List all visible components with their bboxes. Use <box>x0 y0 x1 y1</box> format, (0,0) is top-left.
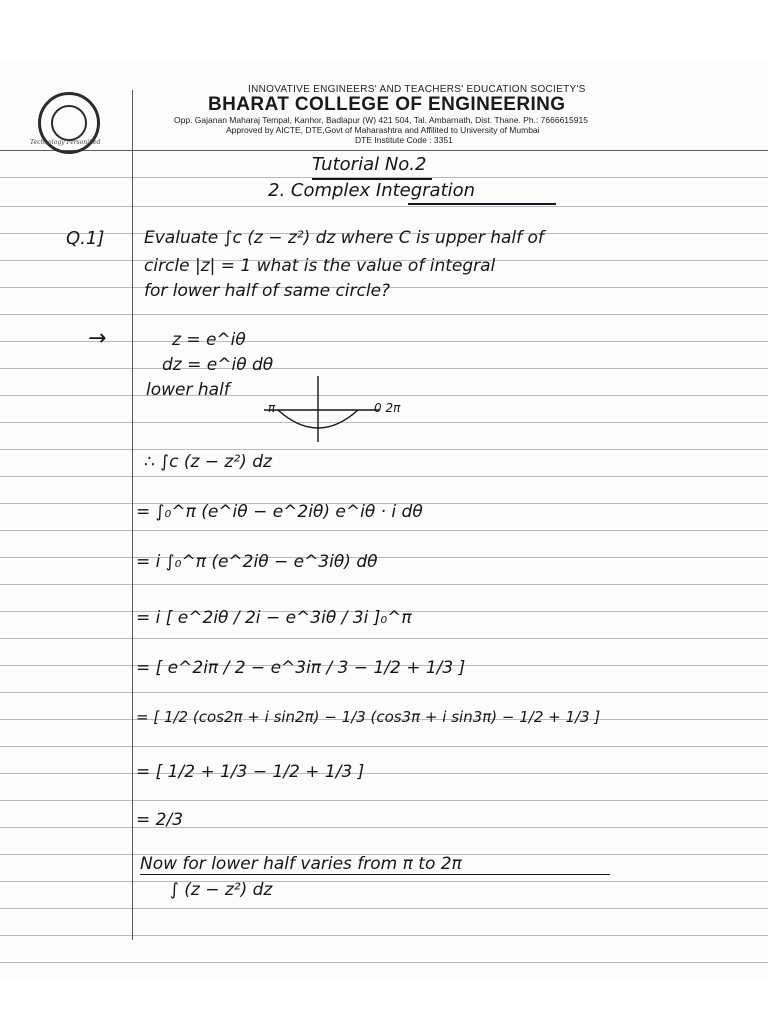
step-line: = [ 1/2 (cos2π + i sin2π) − 1/3 (cos3π + i sin3π) − 1/2 + 1/3 ] <box>136 708 601 726</box>
topic-title: 2. Complex Integration <box>268 180 476 201</box>
arrow-icon: → <box>88 326 107 351</box>
motto: Technology Personified <box>30 139 101 146</box>
sketch-label-pi: π <box>268 401 276 415</box>
step-line: dz = e^iθ dθ <box>162 355 274 375</box>
approval-note: Approved by AICTE, DTE,Govt of Maharashtra and Affilited to University of Mumbai <box>226 125 540 135</box>
dte-code: DTE Institute Code : 3351 <box>355 135 453 145</box>
result-line: = 2/3 <box>136 810 184 830</box>
step-line: lower half <box>146 380 230 400</box>
sketch-label-2pi: 0 2π <box>374 401 401 415</box>
topic-underline <box>408 203 556 205</box>
question-line: circle |z| = 1 what is the value of integral <box>144 256 496 276</box>
margin-line <box>132 90 133 940</box>
question-line: for lower half of same circle? <box>144 281 391 301</box>
step-line: ∫ (z − z²) dz <box>170 880 273 900</box>
step-line: z = e^iθ <box>172 330 246 350</box>
step-line: = ∫₀^π (e^iθ − e^2iθ) e^iθ · i dθ <box>136 502 423 522</box>
college-name: BHARAT COLLEGE OF ENGINEERING <box>208 94 566 115</box>
letterhead-rule <box>0 150 768 151</box>
step-line: Now for lower half varies from π to 2π <box>140 854 462 874</box>
question-line: Evaluate ∫c (z − z²) dz where C is upper half of <box>144 228 544 248</box>
college-address: Opp. Gajanan Maharaj Tempal, Kanhor, Badlapur (W) 421 504, Tal. Ambarnath, Dist. Thane. Ph.: 7666615915 <box>174 115 588 125</box>
step-line: = i [ e^2iθ / 2i − e^3iθ / 3i ]₀^π <box>136 608 412 628</box>
question-label: Q.1] <box>66 228 105 249</box>
tutorial-title: Tutorial No.2 <box>312 154 427 175</box>
step-line: ∴ ∫c (z − z²) dz <box>144 452 272 472</box>
step-line: = i ∫₀^π (e^2iθ − e^3iθ) dθ <box>136 552 378 572</box>
society-name: INNOVATIVE ENGINEERS' AND TEACHERS' EDUCATION SOCIETY'S <box>248 84 586 95</box>
step-line: = [ e^2iπ / 2 − e^3iπ / 3 − 1/2 + 1/3 ] <box>136 658 466 678</box>
step-underline <box>140 874 610 875</box>
step-line: = [ 1/2 + 1/3 − 1/2 + 1/3 ] <box>136 762 365 782</box>
